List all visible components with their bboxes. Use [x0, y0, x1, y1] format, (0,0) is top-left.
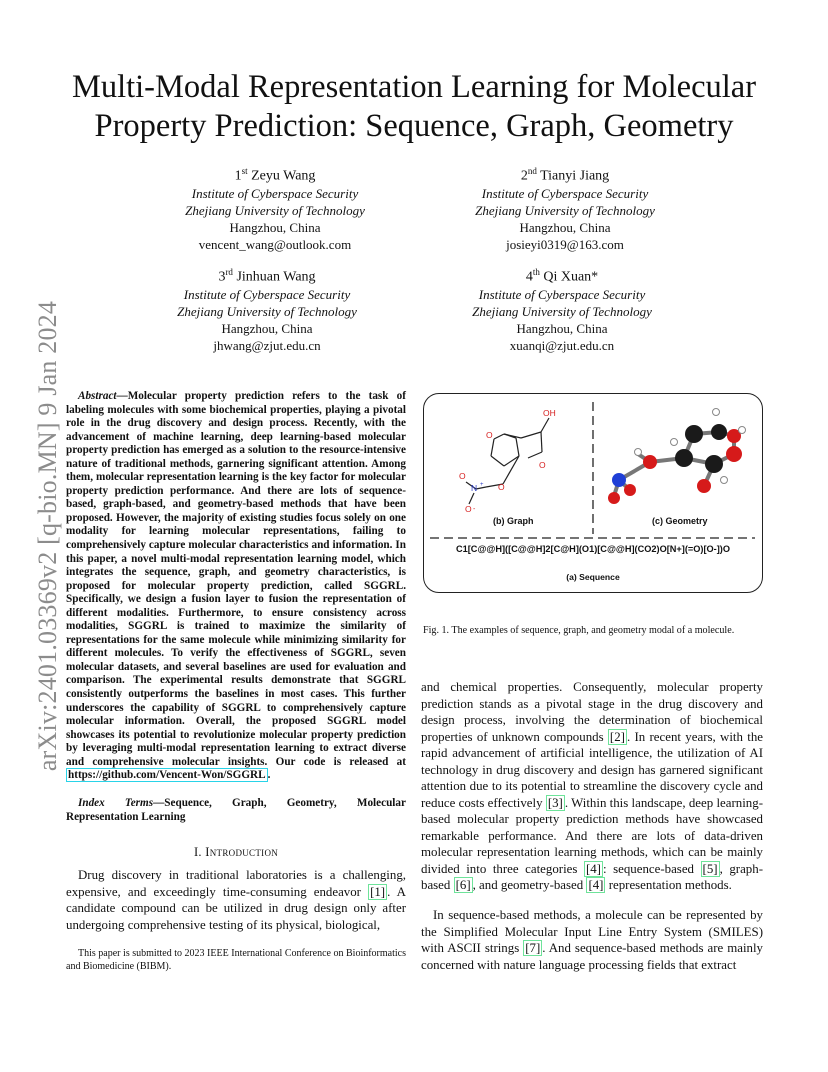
section-heading: [66, 845, 406, 860]
section-number: I.: [193, 845, 202, 859]
smiles-string: C1[C@@H]([C@@H]2[C@H](O1)[C@@H](CO2)O[N+](=O)[O-])O: [456, 544, 730, 554]
oxygen-label: O: [459, 471, 466, 481]
citation-link[interactable]: [4]: [588, 878, 604, 892]
molecule-2d-graph: [466, 418, 549, 504]
citation-link[interactable]: [5]: [702, 861, 718, 876]
abstract-label: Abstract: [78, 390, 117, 402]
author-ordinal-suffix: th: [532, 267, 540, 277]
author-university: Zhejiang University of Technology: [472, 303, 652, 319]
author-email: vencent_wang@outlook.com: [198, 236, 352, 252]
author-email: josieyi0319@163.com: [506, 236, 624, 252]
author-university: Zhejiang University of Technology: [177, 303, 357, 319]
author-name: Tianyi Jiang: [540, 168, 610, 184]
author-university: Zhejiang University of Technology: [475, 202, 655, 218]
author-institute: Institute of Cyberspace Security: [183, 286, 351, 302]
body-text-segment: , graph-based: [421, 861, 763, 892]
body-text-segment: In sequence-based methods, a molecule can be represented by the Simplified Molecular Input Line Entry System (SMILES) with ASCII strings: [421, 908, 763, 955]
section-title: Introduction: [205, 845, 279, 859]
nitrogen-label: N: [471, 483, 478, 493]
author-institute: Institute of Cyberspace Security: [191, 185, 359, 201]
geometry-label: (c) Geometry: [652, 516, 708, 526]
charge-plus-label: +: [480, 482, 484, 488]
author-ordinal: 4: [525, 269, 533, 285]
oxygen-label: O: [465, 504, 472, 514]
citation-link[interactable]: [3]: [547, 795, 563, 810]
author-ordinal-suffix: rd: [225, 267, 233, 277]
author-ordinal: 2: [520, 168, 528, 184]
figure-caption: Fig. 1. The examples of sequence, graph, and geometry modal of a molecule.: [423, 625, 735, 636]
author-ordinal-suffix: st: [241, 166, 248, 176]
oxygen-label: O: [498, 482, 505, 492]
intro-paragraph: Drug discovery in traditional laboratories is a challenging, expensive, and exceedingly time-consuming endeavor [1] . A candidate compound can be utilized in drug design only after undergoing comprehensive testing of its physical, biological,: [66, 868, 406, 932]
author-university: Zhejiang University of Technology: [185, 202, 365, 218]
author-name: Qi Xuan*: [543, 269, 599, 285]
body-paragraph: [421, 907, 763, 973]
graph-label: (b) Graph: [493, 516, 534, 526]
author-city: Hangzhou, China: [516, 320, 608, 336]
oxygen-label: O: [486, 430, 493, 440]
index-terms-label: Index Terms: [78, 797, 154, 809]
index-terms: [66, 797, 406, 824]
body-paragraph: [421, 679, 763, 894]
author-ordinal: 1: [234, 168, 242, 184]
body-text-segment: . In recent years, with the rapid advancement of artificial intelligence, the utilization of AI technology in drug discovery and design has garnered significant attention due to its potential to streamline the discovery cycle and reduce costs effectively: [421, 729, 763, 810]
author-city: Hangzhou, China: [229, 219, 321, 235]
author-ordinal: 3: [218, 269, 226, 285]
author-block-4: [427, 264, 697, 354]
author-city: Hangzhou, China: [221, 320, 313, 336]
figure-1: [423, 393, 763, 593]
author-email: xuanqi@zjut.edu.cn: [509, 337, 615, 353]
oxygen-label: O: [539, 460, 546, 470]
body-text-segment: . Within this landscape, deep learning-based molecular property prediction methods have showcased remarkable performance. And there are lots of data-driven molecular representation learning methods, which can be mainly divided into three categories: [421, 795, 763, 876]
body-text-segment: representation methods.: [605, 878, 732, 892]
footnote: This paper is submitted to 2023 IEEE International Conference on Bioinformatics and Biomedicine (BIBM).: [66, 948, 406, 972]
citation-link[interactable]: [6]: [455, 878, 471, 892]
code-link[interactable]: https://github.com/Vencent-Won/SGGRL: [68, 769, 266, 782]
citation-link[interactable]: [2]: [609, 729, 625, 744]
body-text-segment: and chemical properties. Consequently, molecular property prediction stands as a pivotal stage in the drug discovery and design process, involving the determination of biochemical properties of unknown compounds: [421, 680, 763, 744]
paper-title: Multi-Modal Representation Learning for Molecular Property Prediction: Sequence, Graph, Geometry: [71, 69, 757, 144]
citation-link[interactable]: [4]: [585, 861, 601, 876]
author-name: Zeyu Wang: [251, 168, 316, 184]
author-block-2: [430, 163, 700, 253]
author-institute: Institute of Cyberspace Security: [478, 286, 646, 302]
molecule-3d-geometry: [608, 409, 746, 505]
citation-link[interactable]: [1]: [370, 884, 386, 899]
author-email: jhwang@zjut.edu.cn: [213, 337, 321, 353]
body-text-segment: , and geometry-based: [472, 878, 587, 892]
author-ordinal-suffix: nd: [527, 166, 537, 176]
author-institute: Institute of Cyberspace Security: [481, 185, 649, 201]
author-block-3: [132, 264, 402, 354]
charge-minus-label: -: [473, 506, 476, 513]
figure-graphic: [424, 394, 761, 591]
body-text-segment: . And sequence-based methods are mainly concerned with nature language processing fields that extract: [421, 941, 763, 972]
abstract-text: —Molecular property prediction refers to the task of labeling molecules with some biochemical properties, playing a pivotal role in the drug discovery and design process. Recently, with the advancement of machine learning, deep learning-based molecular property prediction has emerged as a solution to the resource-intensive nature of traditional methods, garnering significant attention. Among them, molecular representation learning is the key factor for molecular property prediction performance. And there are lots of sequence-based, graph-based, and geometry-based methods that have been proposed. However, the majority of existing studies focus solely on one modality for learning molecular representations, failing to comprehensively capture molecular characteristics and information. In this paper, a novel multi-modal representation learning model, which integrates the sequence, graph, and geometry characteristics, is proposed for molecular property prediction, called SGGRL. Specifically, we design a fusion layer to fusion the representation of different modalities. Furthermore, to ensure consistency across modalities, SGGRL is trained to maximize the similarity of representations for the same molecule while minimizing similarity for different molecules. To verify the effectiveness of SGGRL, seven molecular datasets, and several baselines are used for evaluation and comparison. The experimental results demonstrate that SGGRL consistently outperforms the baselines in most cases. This further underscores the capability of SGGRL to comprehensively capture molecular information. Overall, the proposed SGGRL model showcases its potential to revolutionize molecular property prediction by leveraging multi-modal representation learning to extract diverse and comprehensive molecular insights. Our code is released at: [66, 390, 406, 768]
body-text-segment: : sequence-based: [602, 861, 701, 876]
author-block-1: [140, 163, 410, 253]
index-terms-text: —Sequence, Graph, Geometry, Molecular Representation Learning: [66, 797, 406, 823]
author-city: Hangzhou, China: [519, 219, 611, 235]
hydroxyl-label: OH: [543, 408, 556, 418]
sequence-label: (a) Sequence: [566, 572, 620, 582]
abstract-end: .: [267, 769, 271, 782]
abstract: [66, 390, 406, 783]
citation-link[interactable]: [7]: [525, 941, 541, 955]
author-name: Jinhuan Wang: [236, 269, 316, 285]
arxiv-identifier: arXiv:2401.03369v2 [q-bio.MN] 9 Jan 2024: [33, 300, 62, 772]
